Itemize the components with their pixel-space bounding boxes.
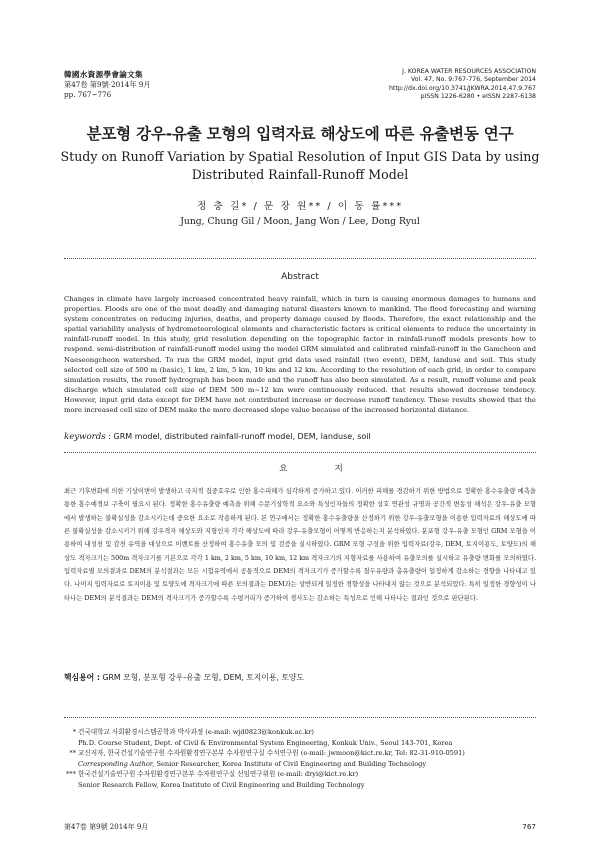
keywords-value: : GRM model, distributed rainfall-runoff model, DEM, landuse, soil xyxy=(108,432,371,441)
korean-keywords-line xyxy=(64,672,536,683)
paper-title-english-line2: Distributed Rainfall-Runoff Model xyxy=(191,167,409,182)
footnote-english-affiliation: Senior Research Fellow, Korea Institute of Civil Engineering and Building Technology xyxy=(78,780,365,789)
footnote-divider xyxy=(64,717,536,718)
footnote-english-affiliation xyxy=(78,759,536,770)
footnote-english-affiliation: Ph.D. Course Student, Dept. of Civil & Environmental System Engineering, Konkuk Univ., Seoul 143-701, Korea xyxy=(78,738,453,747)
paper-title-english-line1: Study on Runoff Variation by Spatial Resolution of Input GIS Data by using xyxy=(60,149,540,164)
footnote-korean-affiliation: 한국건설기술연구원 수자원환경연구본부 수자원연구실 선임연구위원 (e-mail: dryi@kict.re.kr) xyxy=(78,770,359,778)
footnote-item xyxy=(66,769,536,790)
korean-summary-heading: 요 지 xyxy=(279,464,365,474)
authors-korean: 정 충 길* / 문 장 원** / 이 동 률*** xyxy=(196,201,404,212)
footnote-mark: ** xyxy=(69,749,76,757)
summary-top-divider xyxy=(64,452,536,453)
footnote-item xyxy=(72,727,536,748)
footnote-korean-affiliation: 건국대학교 사회환경시스템공학과 박사과정 (e-mail: wjd0823@konkuk.ac.kr) xyxy=(78,728,314,736)
keywords-label: keywords xyxy=(64,432,106,442)
journal-volume-english: Vol. 47, No. 9:767-776, September 2014 xyxy=(411,76,536,84)
page-number: 767 xyxy=(522,822,536,831)
footnote-mark: *** xyxy=(66,770,76,778)
paper-title-english xyxy=(60,148,540,184)
footnote-korean-affiliation: 교신저자, 한국건설기술연구원 수자원환경연구본부 수자원연구실 수석연구원 (e-mail: jwmoon@kict.re.kr, Tel: 82-31-910-0591) xyxy=(78,749,465,757)
journal-title-english: J. KOREA WATER RESOURCES ASSOCIATION xyxy=(402,68,536,75)
footer-journal-issue: 第47卷 第9號 2014年 9月 xyxy=(64,823,149,831)
korean-summary-body: 최근 기후변화에 의한 기상이변이 발생하고 국지적 집중호우로 인한 홍수피해가 심각하게 증가하고 있다. 이러한 피해를 경감하기 위한 방법으로 정확한 홍수유출량 예측을 통한 홍수예경보 구축이 필요시 된다. 정확한 홍수유출량 예측을 위해 수문기상학적 요소와 특성인자들의 정확한 상호 연관성 규명과 공간적 변동성 해석은 강우-유출 모형에서 발생하는 불확실성을 감소시키는데 중요한 요소로 작용하게 된다. 본 연구에서는 정확한 홍수유출량을 산정하기 위한 강우-유출모형을 이용한 입력자료의 해상도에 따른 불확실성을 감소시키기 위해 강우격자 해상도와 지형인자 각각 해상도에 따라 강우-유출모형이 어떻게 반응하는지 분석하였다. 분포형 강우-유출 모형인 GRM 모형을 이용하여 내성천 및 감천 유역을 대상으로 이벤트를 산정하여 홍수유출 모의 및 검증을 실시하였다. GRM 모형 구성을 위한 입력자료(강우, DEM, 토지이용도, 토양도)의 해상도 격자크기는 500m 격자크기를 기본으로 각각 1 km, 2 km, 5 km, 10 km, 12 km 격자크기의 지형자료를 사용하여 유출모의를 실시하고 유출량 변화를 모의하였다. 입력자료별 모의결과로 DEM의 분석결과는 모든 시험유역에서 공통적으로 DEM의 격자크기가 증가할수록 첨두유량과 총유출량이 일정하게 감소하는 경향을 나타내고 있다. 나머지 입력자료로 토지이용 및 토양도에 격자크기에 따른 모의결과는 DEM과는 상반되게 일정한 경향성을 나타내지 않는 것으로 분석되었다. 특히 일정한 경향성이 나타나는 DEM의 분석결과는 DEM의 격자크기가 증가할수록 수평거리가 증가하여 경사도는 감소하는 특성으로 인해 나타나는 결과인 것으로 판단된다. xyxy=(64,488,536,602)
footnote-mark: * xyxy=(72,728,76,736)
journal-header-left xyxy=(64,70,151,100)
journal-volume-line: 第47卷 第9號·2014年 9月 xyxy=(64,80,151,89)
author-footnotes xyxy=(66,727,536,790)
korean-keywords-label: 핵심용어 : xyxy=(64,673,100,682)
issn-line: pISSN 1226-6280 • eISSN 2287-6138 xyxy=(420,92,536,100)
authors-english: Jung, Chung Gil / Moon, Jang Won / Lee, Dong Ryul xyxy=(180,216,420,227)
korean-keywords-value: GRM 모형, 분포형 강우-유출 모형, DEM, 토지이용, 토양도 xyxy=(102,673,304,682)
paper-title-korean: 분포형 강우-유출 모형의 입력자료 해상도에 따른 유출변동 연구 xyxy=(86,125,514,143)
abstract-top-divider xyxy=(64,258,536,259)
journal-name-hanja: 韓國水資源學會論文集 xyxy=(64,70,143,79)
footnote-item xyxy=(69,748,536,769)
keywords-line xyxy=(64,432,536,442)
journal-pages: pp. 767~776 xyxy=(64,90,112,99)
journal-header-right xyxy=(389,68,536,101)
doi-link[interactable]: http://dx.doi.org/10.3741/JKWRA.2014.47.9.767 xyxy=(388,84,536,92)
corresponding-author-label: Corresponding Author, xyxy=(78,759,155,768)
footnote-english-affiliation-text: Senior Researcher, Korea Institute of Civil Engineering and Building Technology xyxy=(156,759,427,768)
abstract-heading: Abstract xyxy=(281,272,319,282)
abstract-body: Changes in climate have largely increased concentrated heavy rainfall, which in turn is causing enormous damages to humans and properties. Floods are one of the most deadly and damaging natural disasters known to mankind. The flood forecasting and warning system concentrates on reducing injuries, deaths, and property damage caused by floods. Therefore, the exact relationship and the spatial variability analysis of hydrometeorological elements and characteristic factors is critical elements to reduce the uncertainty in rainfall-runoff model. In this study, grid resolution depending on the topographic factor in rainfall-runoff models presents how to respond. semi-distribution of rainfall-runoff model using the model GRM simulated and calibrated rainfall-runoff in the Gamcheon and Naeseongcheon watershed. To run the GRM model, input grid data used rainfall (two event), DEM, landuse and soil. This study selected cell size of 500 m (basic), 1 km, 2 km, 5 km, 10 km and 12 km. According to the resolution of each grid, in order to compare simulation results, the runoff hydrograph has been made and the runoff has also been simulated. As a result, runoff volume and peak discharge which simulated cell size of DEM 500 m~12 km were continuously reduced. that results showed decrease tendency. However, input grid data except for DEM have not contributed increase or decrease runoff tendency. These results showed that the more increased cell size of DEM make the more decreased slope value because of the increased horizontal distance. xyxy=(64,295,536,415)
